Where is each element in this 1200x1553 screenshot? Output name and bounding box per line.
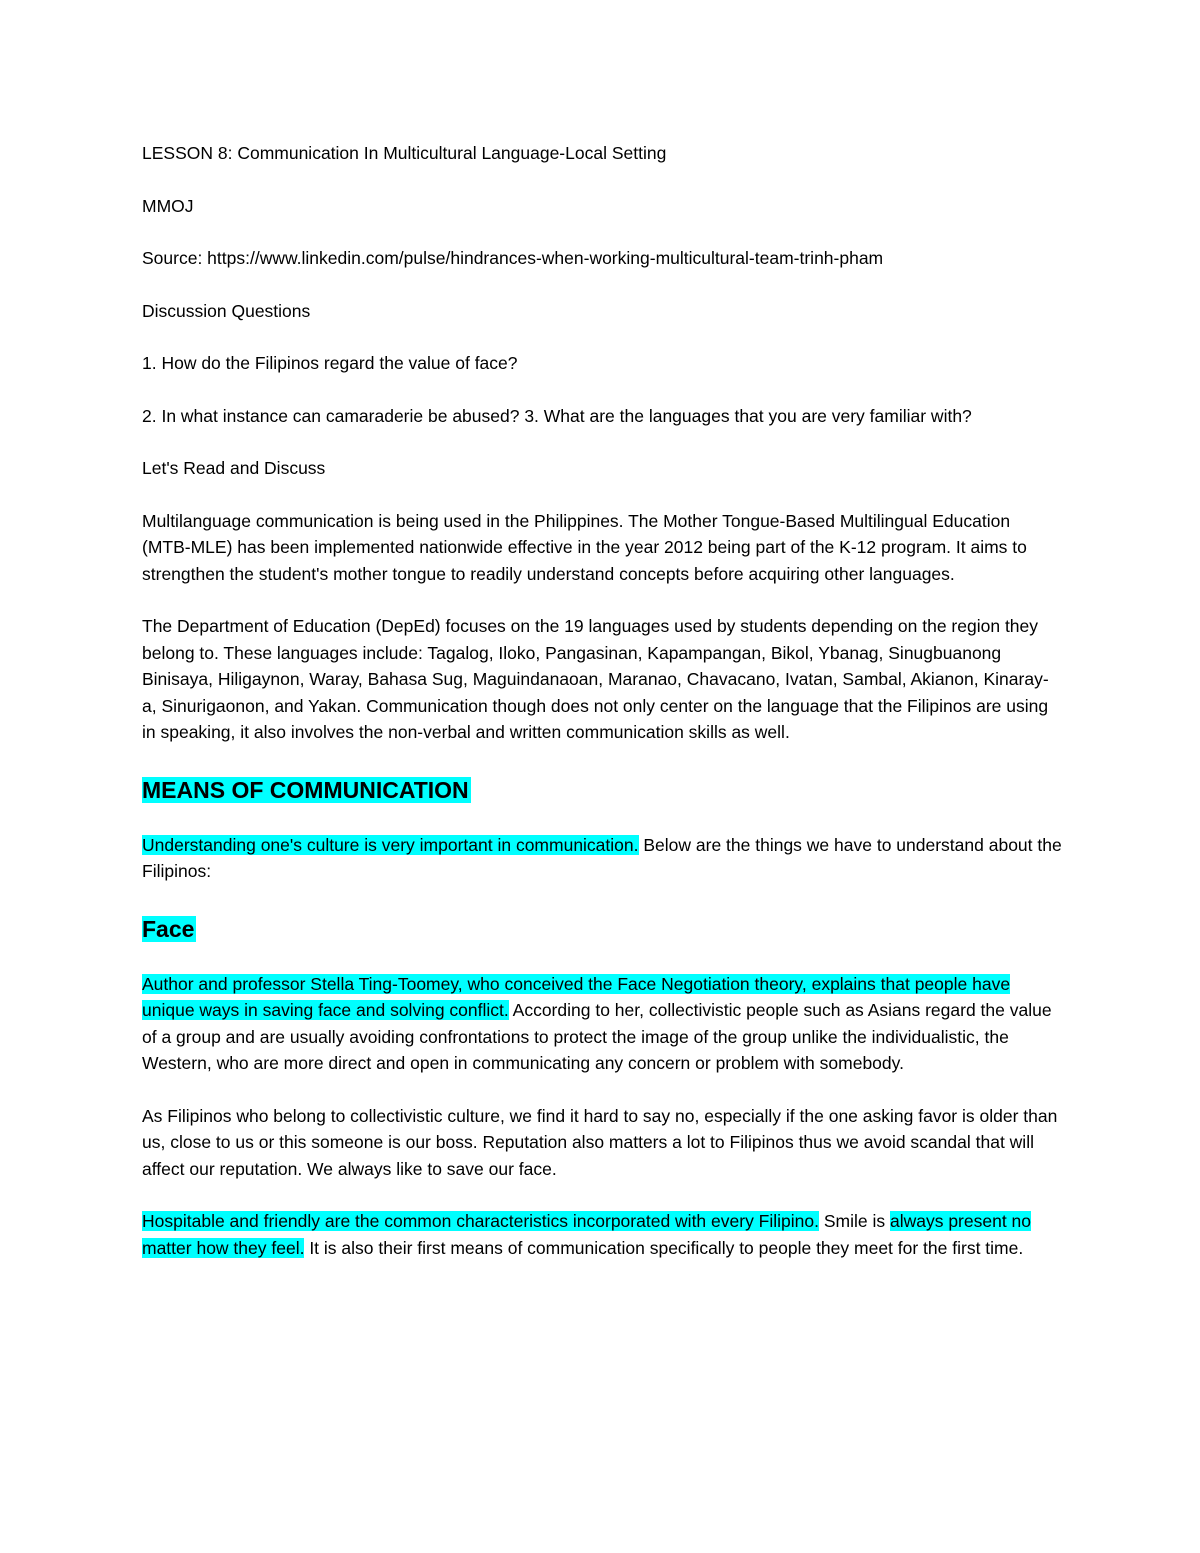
question-1: 1. How do the Filipinos regard the value of face? xyxy=(142,353,518,373)
face-p3-rest: It is also their first means of communication specifically to people they meet for the first time. xyxy=(304,1237,1024,1258)
read-discuss-heading: Let's Read and Discuss xyxy=(142,458,326,478)
face-p3-mid: Smile is xyxy=(818,1211,890,1231)
means-intro-rest: Below are the things we have to understand about the Filipinos: xyxy=(142,834,1062,881)
lesson-title: LESSON 8: Communication In Multicultural Language-Local Setting xyxy=(142,143,667,163)
face-paragraph-1 xyxy=(142,971,1062,1077)
face-p1-highlighted: Author and professor Stella Ting-Toomey, who conceived the Face Negotiation theory, explains that people have unique ways in saving face and solving conflict. xyxy=(142,973,1011,1020)
face-paragraph-3 xyxy=(142,1208,1062,1261)
means-heading-text: MEANS OF COMMUNICATION xyxy=(142,776,469,803)
paragraph-deped: The Department of Education (DepEd) focuses on the 19 languages used by students depending on the region they belong to. These languages include: Tagalog, Iloko, Pangasinan, Kapampangan, Bikol, Ybanag, Sinugbuanong Binisaya, Hiligaynon, Waray, Bahasa Sug, Maguindanaoan, Maranao, Chavacano, Ivatan, Sambal, Akianon, Kinaray-a, Sinurigaonon, and Yakan. Communication though does not only center on the language that the Filipinos are using in speaking, it also involves the non-verbal and written communication skills as well. xyxy=(142,616,1049,742)
paragraph-mtb-mle: Multilanguage communication is being used in the Philippines. The Mother Tongue-Based Multilingual Education (MTB-MLE) has been implemented nationwide effective in the year 2012 being part of the K-12 program. It aims to strengthen the student's mother tongue to readily understand concepts before acquiring other languages. xyxy=(142,510,1027,584)
discussion-heading: Discussion Questions xyxy=(142,300,311,321)
document-page xyxy=(142,140,1062,1287)
face-p3-highlighted-a: Hospitable and friendly are the common characteristics incorporated with every Filipino. xyxy=(142,1211,819,1231)
question-2-3: 2. In what instance can camaraderie be abused? 3. What are the languages that you are very familiar with? xyxy=(142,405,972,426)
section-label: MMOJ xyxy=(142,195,194,216)
source-line: Source: https://www.linkedin.com/pulse/hindrances-when-working-multicultural-team-trinh-pham xyxy=(142,248,884,268)
face-p3-highlighted-b: always present no matter how they feel. xyxy=(142,1211,1032,1258)
face-p1-rest: According to her, collectivistic people such as Asians regard the value of a group and are usually avoiding confrontations to protect the image of the group unlike the individualistic, the Western, who are more direct and open in communicating any concern or problem with somebody. xyxy=(142,1000,1052,1073)
means-heading xyxy=(142,772,1062,808)
means-intro xyxy=(142,832,1062,885)
means-intro-highlighted: Understanding one's culture is very important in communication. xyxy=(142,834,639,855)
face-heading xyxy=(142,911,1062,947)
face-heading-text: Face xyxy=(142,915,195,942)
face-paragraph-2: As Filipinos who belong to collectivistic culture, we find it hard to say no, especially if the one asking favor is older than us, close to us or this someone is our boss. Reputation also matters a lot to Filipinos thus we avoid scandal that will affect our reputation. We always like to save our face. xyxy=(142,1105,1058,1179)
